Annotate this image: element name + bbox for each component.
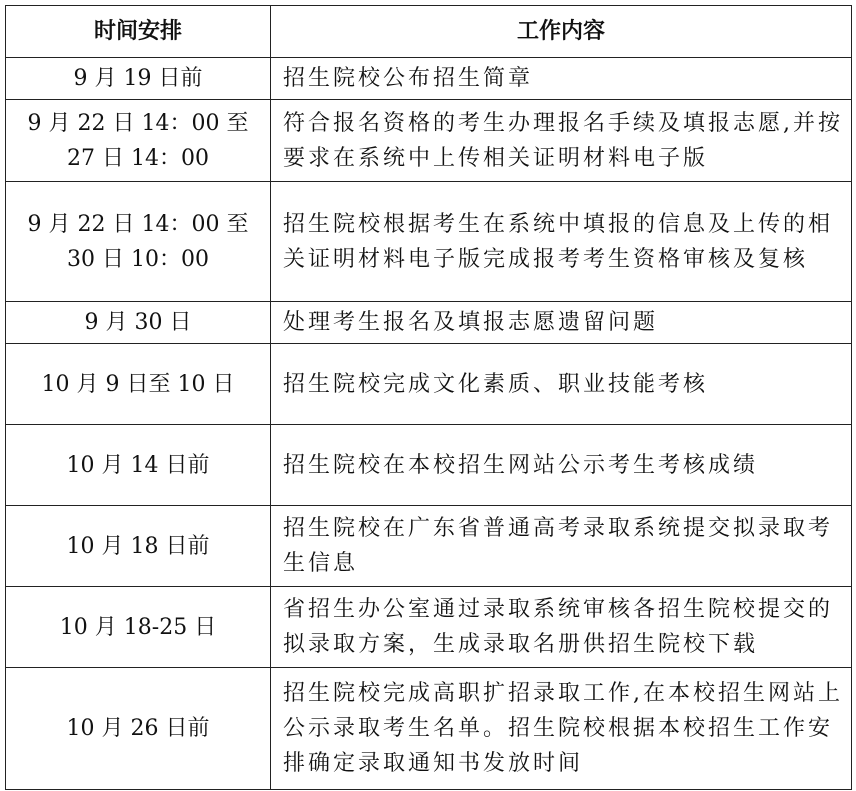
table-row [6,58,852,100]
time-cell: 9 月 22 日 14：00 至 27 日 14：00 [6,100,271,182]
task-cell: 招生院校根据考生在系统中填报的信息及上传的相关证明材料电子版完成报考考生资格审核及复核 [271,182,852,302]
table-row [6,100,852,182]
task-cell: 招生院校完成高职扩招录取工作,在本校招生网站上公示录取考生名单。招生院校根据本校招生工作安排确定录取通知书发放时间 [271,668,852,790]
time-cell: 10 月 18-25 日 [6,587,271,668]
table-row [6,302,852,344]
table-header-row [6,6,852,58]
task-cell: 招生院校在广东省普通高考录取系统提交拟录取考生信息 [271,506,852,587]
header-task: 工作内容 [271,6,852,58]
task-cell: 招生院校完成文化素质、职业技能考核 [271,344,852,425]
task-cell: 处理考生报名及填报志愿遗留问题 [271,302,852,344]
table-row [6,425,852,506]
task-cell: 省招生办公室通过录取系统审核各招生院校提交的拟录取方案，生成录取名册供招生院校下载 [271,587,852,668]
time-cell: 10 月 9 日至 10 日 [6,344,271,425]
table-row [6,344,852,425]
time-cell: 10 月 18 日前 [6,506,271,587]
task-cell: 招生院校公布招生简章 [271,58,852,100]
time-cell: 9 月 19 日前 [6,58,271,100]
table-row [6,506,852,587]
task-cell: 符合报名资格的考生办理报名手续及填报志愿,并按要求在系统中上传相关证明材料电子版 [271,100,852,182]
table-row [6,668,852,790]
header-time: 时间安排 [6,6,271,58]
time-cell: 9 月 22 日 14：00 至 30 日 10：00 [6,182,271,302]
time-cell: 9 月 30 日 [6,302,271,344]
time-cell: 10 月 14 日前 [6,425,271,506]
table-row [6,587,852,668]
schedule-table [5,5,852,790]
table-row [6,182,852,302]
time-cell: 10 月 26 日前 [6,668,271,790]
task-cell: 招生院校在本校招生网站公示考生考核成绩 [271,425,852,506]
